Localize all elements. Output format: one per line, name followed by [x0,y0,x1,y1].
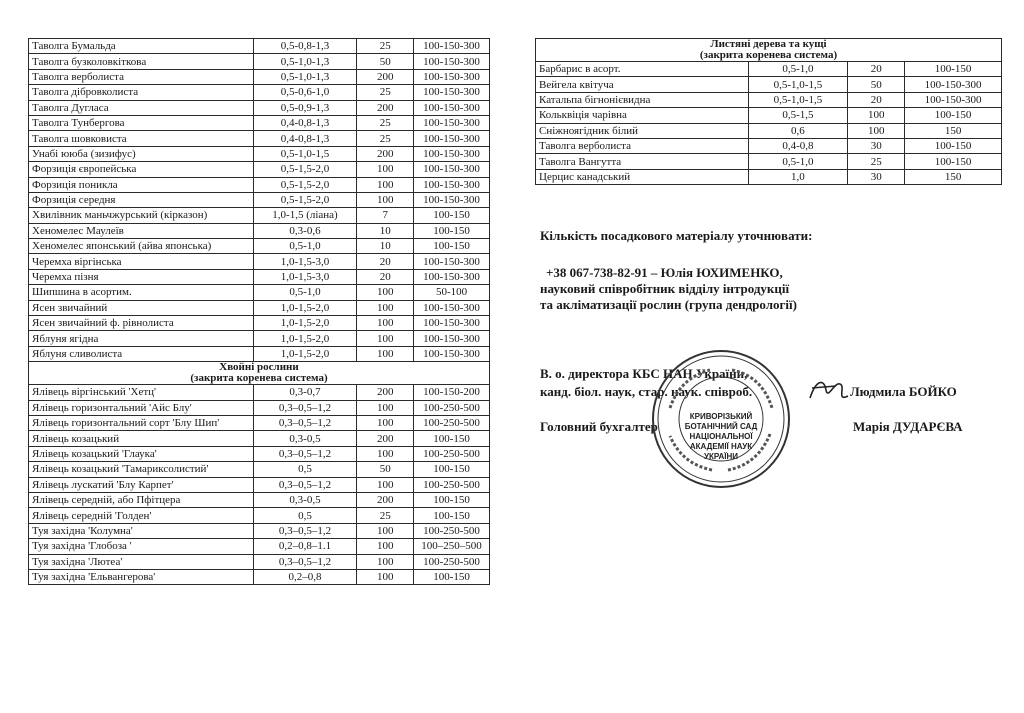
height-cell: 0,5-1,5-2,0 [253,177,357,192]
plant-name-cell: Ясен звичайний [29,300,254,315]
table-row [536,154,1002,169]
plant-name-cell: Сніжноягідник білий [536,123,749,138]
plant-name-cell: Черемха віргінська [29,254,254,269]
price-cell: 150 [905,169,1002,184]
height-cell: 0,5-1,5 [748,108,848,123]
table-row [29,462,490,477]
stamp-text-line: НАЦІОНАЛЬНОЇ [689,432,753,441]
plant-name-cell: Церцис канадський [536,169,749,184]
price-cell: 100-150-300 [905,77,1002,92]
height-cell: 0,3-0,5 [253,492,357,507]
height-cell: 0,5-1,5-2,0 [253,162,357,177]
table-row [29,223,490,238]
plant-name-cell: Форзиція поникла [29,177,254,192]
quantity-cell: 200 [357,385,414,400]
table-row [29,415,490,430]
table-row [29,385,490,400]
quantity-cell: 20 [848,62,905,77]
height-cell: 0,5-1,0-1,3 [253,69,357,84]
quantity-cell: 50 [848,77,905,92]
price-cell: 100-150 [905,154,1002,169]
height-cell: 0,2–0,8–1.1 [253,539,357,554]
plant-name-cell: Барбарис в асорт. [536,62,749,77]
table-row [29,346,490,361]
price-cell: 100-150-300 [414,85,490,100]
plant-name-cell: Ялівець горизонтальний 'Айс Блу' [29,400,254,415]
quantity-cell: 200 [357,431,414,446]
height-cell: 0,3–0,5–1,2 [253,446,357,461]
plant-name-cell: Яблуня ягідна [29,331,254,346]
director-name: Людмила БОЙКО [850,384,957,399]
price-cell: 100-150-300 [414,69,490,84]
stamp-text-line: КРИВОРІЗЬКИЙ [689,412,753,421]
quantity-note: Кількість посадкового матеріалу уточнювати: [540,228,813,243]
height-cell: 0,6 [748,123,848,138]
quantity-cell: 30 [848,169,905,184]
price-cell: 100-150 [414,208,490,223]
plant-name-cell: Туя західна 'Глобоза ' [29,539,254,554]
table-row [29,208,490,223]
quantity-cell: 100 [357,569,414,584]
deciduous-plants-table [535,38,1002,185]
table-row [29,523,490,538]
plant-name-cell: Таволга дібровколиста [29,85,254,100]
price-cell: 50-100 [414,285,490,300]
height-cell: 1,0-1,5-3,0 [253,269,357,284]
height-cell: 0,3-0,7 [253,385,357,400]
quantity-cell: 100 [357,316,414,331]
table-row [29,285,490,300]
quantity-cell: 200 [357,69,414,84]
height-cell: 1,0-1,5-3,0 [253,254,357,269]
height-cell: 0,3–0,5–1,2 [253,477,357,492]
height-cell: 0,3-0,6 [253,223,357,238]
height-cell: 0,5-1,0 [253,239,357,254]
price-cell: 100-150-300 [414,269,490,284]
quantity-cell: 100 [357,539,414,554]
height-cell: 0,5-1,0-1,3 [253,54,357,69]
price-cell: 100-150-300 [414,54,490,69]
table-row [29,115,490,130]
table-row [29,177,490,192]
quantity-cell: 30 [848,138,905,153]
price-cell: 100-150-300 [414,254,490,269]
plant-name-cell: Черемха пізня [29,269,254,284]
height-cell: 0,5 [253,462,357,477]
plant-name-cell: Ялівець середній, або Пфітцера [29,492,254,507]
plant-price-table-left [28,38,490,585]
plant-name-cell: Таволга верболиста [536,138,749,153]
price-cell: 100-150-300 [414,39,490,54]
height-cell: 0,5-1,0 [253,285,357,300]
height-cell: 0,5-1,5-2,0 [253,192,357,207]
section-header-row [29,362,490,385]
table-row [29,539,490,554]
plant-name-cell: Катальпа бігнонієвидна [536,92,749,107]
table-row [29,508,490,523]
table-row [29,492,490,507]
quantity-cell: 50 [357,54,414,69]
plant-name-cell: Таволга шовковиста [29,131,254,146]
table-row [29,239,490,254]
price-cell: 100-150-300 [414,177,490,192]
price-cell: 100-250-500 [414,415,490,430]
price-cell: 100-150 [414,431,490,446]
plant-name-cell: Форзиція європейська [29,162,254,177]
height-cell: 0,4-0,8-1,3 [253,115,357,130]
quantity-cell: 100 [357,346,414,361]
quantity-cell: 100 [848,123,905,138]
plant-name-cell: Форзиція середня [29,192,254,207]
height-cell: 0,5-1,0 [748,154,848,169]
height-cell: 0,5-1,0-1,5 [748,92,848,107]
table-row [29,39,490,54]
height-cell: 0,5-1,0 [748,62,848,77]
quantity-cell: 100 [848,108,905,123]
price-cell: 100-250-500 [414,523,490,538]
height-cell: 0,3–0,5–1,2 [253,400,357,415]
table-row [29,316,490,331]
plant-name-cell: Ялівець козацький 'Тамариксолистий' [29,462,254,477]
table-row [29,554,490,569]
quantity-cell: 25 [357,85,414,100]
quantity-cell: 200 [357,146,414,161]
height-cell: 0,5-0,6-1,0 [253,85,357,100]
plant-name-cell: Хвилівник маньчжурський (кірказон) [29,208,254,223]
price-cell: 100-150-300 [414,131,490,146]
price-cell: 100-150-300 [414,192,490,207]
price-cell: 100-150-300 [905,92,1002,107]
price-cell: 100–250–500 [414,539,490,554]
table-row [29,269,490,284]
table-row [29,100,490,115]
plant-name-cell: Ялівець козацький [29,431,254,446]
plant-name-cell: Вейгела квітуча [536,77,749,92]
price-cell: 100-150 [414,508,490,523]
height-cell: 0,5-1,0-1,5 [748,77,848,92]
height-cell: 0,5-0,9-1,3 [253,100,357,115]
plant-name-cell: Таволга бузколовкіткова [29,54,254,69]
quantity-cell: 25 [357,115,414,130]
table-row [29,569,490,584]
table-row [29,431,490,446]
height-cell: 0,3-0,5 [253,431,357,446]
plant-name-cell: Туя західна 'Колумна' [29,523,254,538]
price-cell: 100-150-300 [414,331,490,346]
plant-name-cell: Таволга Тунбергова [29,115,254,130]
plant-name-cell: Ялівець лускатий 'Блу Карпет' [29,477,254,492]
accountant-name: Марія ДУДАРЄВА [853,419,963,434]
table-row [29,331,490,346]
plant-name-cell: Кольквіція чарівна [536,108,749,123]
price-cell: 100-150-300 [414,300,490,315]
height-cell: 0,3–0,5–1,2 [253,554,357,569]
table-row [536,123,1002,138]
contact-position-line: науковий співробітник відділу інтродукції [540,281,790,296]
plant-name-cell: Туя західна 'Ельвангерова' [29,569,254,584]
height-cell: 0,4-0,8-1,3 [253,131,357,146]
stamp-text-line: УКРАЇНИ [703,452,738,461]
height-cell: 1,0-1,5-2,0 [253,316,357,331]
price-cell: 100-150-300 [414,346,490,361]
quantity-cell: 100 [357,300,414,315]
quantity-cell: 100 [357,415,414,430]
quantity-cell: 100 [357,446,414,461]
quantity-cell: 7 [357,208,414,223]
price-cell: 100-150 [905,138,1002,153]
plant-name-cell: Таволга Дугласа [29,100,254,115]
height-cell: 1,0-1,5-2,0 [253,300,357,315]
quantity-cell: 100 [357,192,414,207]
quantity-cell: 20 [357,254,414,269]
table-row [536,138,1002,153]
plant-name-cell: Яблуня сливолиста [29,346,254,361]
quantity-cell: 25 [357,131,414,146]
quantity-cell: 100 [357,477,414,492]
table-row [536,92,1002,107]
table-row [29,131,490,146]
stamp-inner-text [666,412,776,462]
quantity-cell: 25 [357,508,414,523]
table-row [29,254,490,269]
table-row [29,477,490,492]
price-cell: 100-150 [905,62,1002,77]
price-cell: 100-150-300 [414,162,490,177]
quantity-cell: 50 [357,462,414,477]
contact-department-line: та акліматизації рослин (група дендрології) [540,297,797,312]
plant-name-cell: Унабі ююба (зизифус) [29,146,254,161]
table-row [536,169,1002,184]
height-cell: 0,3–0,5–1,2 [253,415,357,430]
height-cell: 1,0-1,5 (ліана) [253,208,357,223]
height-cell: 0,5-1,0-1,5 [253,146,357,161]
price-cell: 100-150 [414,223,490,238]
section-title: Листяні дерева та кущі [710,38,827,50]
stamp-text-line: БОТАНІЧНИЙ САД [684,422,758,431]
plant-name-cell: Ялівець віргінський 'Хетц' [29,385,254,400]
plant-name-cell: Таволга Бумальда [29,39,254,54]
quantity-cell: 25 [848,154,905,169]
plant-name-cell: Туя західна 'Лютеа' [29,554,254,569]
director-title-line1: В. о. директора КБС НАН України, [540,366,748,381]
section-title: Хвойні рослини [219,361,299,374]
quantity-cell: 10 [357,223,414,238]
plant-name-cell: Шипшина в асортим. [29,285,254,300]
section-header [536,39,1002,62]
table-row [29,400,490,415]
plant-name-cell: Ясен звичайний ф. рівнолиста [29,316,254,331]
price-cell: 100-150 [414,569,490,584]
section-header-row [536,39,1002,62]
quantity-cell: 10 [357,239,414,254]
price-cell: 100-150 [414,462,490,477]
plant-name-cell: Ялівець горизонтальний сорт 'Блу Шип' [29,415,254,430]
price-cell: 100-150 [905,108,1002,123]
quantity-cell: 200 [357,492,414,507]
director-signature [806,374,852,408]
price-cell: 100-250-500 [414,446,490,461]
height-cell: 0,3–0,5–1,2 [253,523,357,538]
quantity-cell: 20 [357,269,414,284]
stamp-text-line: АКАДЕМІЇ НАУК [689,442,753,451]
quantity-cell: 20 [848,92,905,107]
table-row [536,108,1002,123]
plant-name-cell: Хеномелес японський (айва японська) [29,239,254,254]
table-row [536,77,1002,92]
contact-phone-line: +38 067-738-82-91 – Юлія ЮХИМЕНКО, [546,265,783,280]
table-row [29,300,490,315]
table-row [29,192,490,207]
plant-name-cell: Ялівець середній 'Голден' [29,508,254,523]
contact-block [540,265,797,313]
section-subtitle: (закрита коренева система) [190,372,328,385]
plant-name-cell: Ялівець козацький 'Глаука' [29,446,254,461]
quantity-cell: 100 [357,400,414,415]
height-cell: 0,4-0,8 [748,138,848,153]
price-cell: 100-150-300 [414,316,490,331]
quantity-cell: 100 [357,177,414,192]
quantity-cell: 100 [357,554,414,569]
price-cell: 100-150 [414,239,490,254]
quantity-cell: 100 [357,162,414,177]
quantity-cell: 200 [357,100,414,115]
height-cell: 0,5-0,8-1,3 [253,39,357,54]
price-cell: 100-150 [414,492,490,507]
plant-name-cell: Хеномелес Маулеїв [29,223,254,238]
director-title-line2: канд. біол. наук, стар. наук. співроб. [540,384,753,399]
quantity-cell: 25 [357,39,414,54]
section-subtitle: (закрита коренева система) [699,49,838,61]
table-row [29,162,490,177]
quantity-cell: 100 [357,331,414,346]
height-cell: 1,0-1,5-2,0 [253,331,357,346]
price-cell: 100-150-200 [414,385,490,400]
table-row [29,146,490,161]
height-cell: 0,5 [253,508,357,523]
height-cell: 1,0-1,5-2,0 [253,346,357,361]
price-cell: 100-250-500 [414,554,490,569]
price-cell: 100-150-300 [414,115,490,130]
price-cell: 150 [905,123,1002,138]
table-row [29,69,490,84]
table-row [29,54,490,69]
price-cell: 100-150-300 [414,146,490,161]
section-header [29,362,490,385]
plant-name-cell: Таволга Вангутта [536,154,749,169]
table-row [29,85,490,100]
quantity-cell: 100 [357,285,414,300]
price-cell: 100-250-500 [414,400,490,415]
quantity-cell: 100 [357,523,414,538]
table-row [536,62,1002,77]
price-cell: 100-150-300 [414,100,490,115]
table-row [29,446,490,461]
accountant-title: Головний бухгалтер [540,419,658,434]
price-cell: 100-250-500 [414,477,490,492]
plant-name-cell: Таволга верболиста [29,69,254,84]
height-cell: 0,2–0,8 [253,569,357,584]
height-cell: 1,0 [748,169,848,184]
